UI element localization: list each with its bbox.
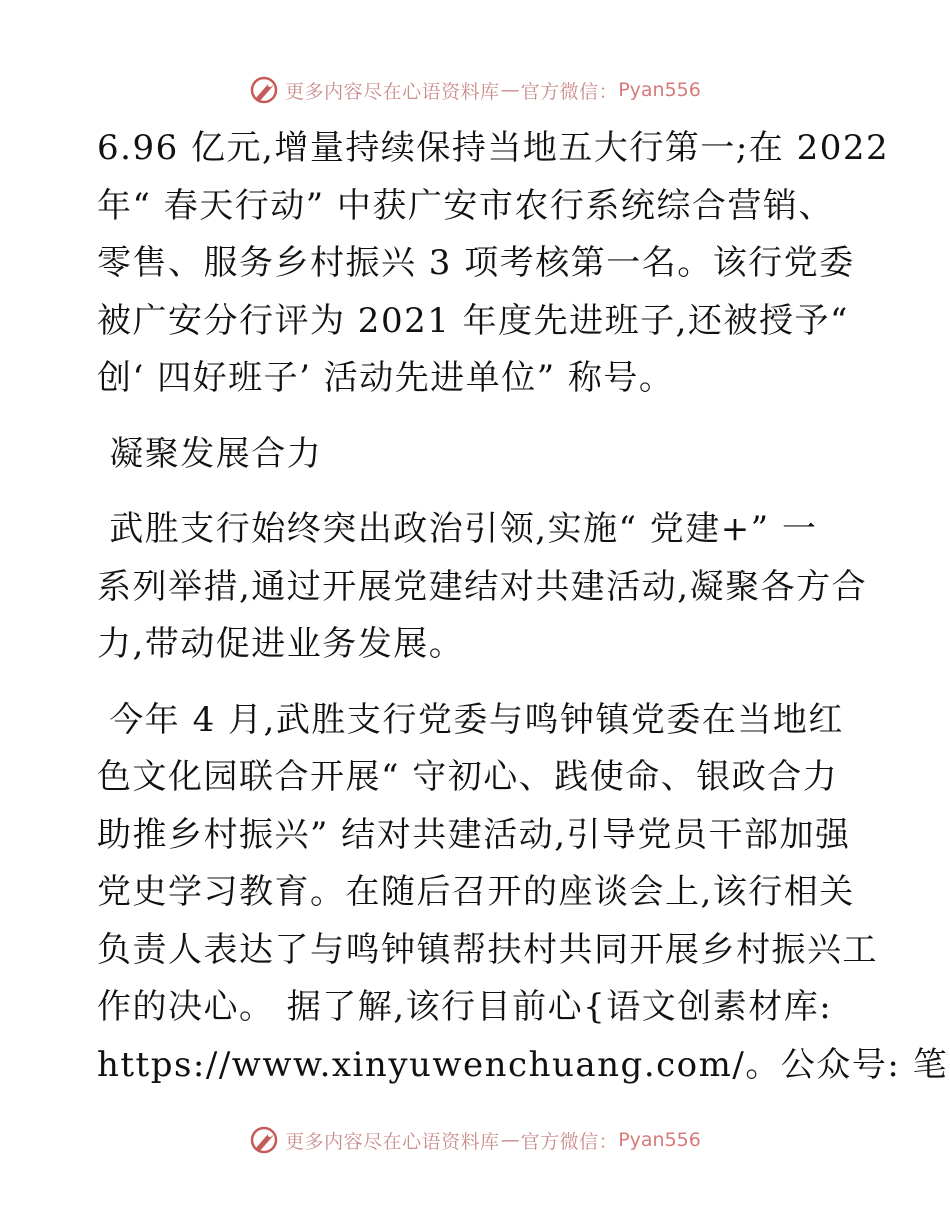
paragraph	[97, 692, 949, 1095]
watermark-text: 更多内容尽在心语资料库	[285, 80, 500, 103]
pen-logo-icon	[249, 1125, 279, 1155]
text-line: 6.96 亿元,增量持续保持当地五大行第一;在 2022	[97, 128, 890, 168]
watermark-label: 官方微信：	[520, 80, 619, 103]
text-line: 负责人表达了与鸣钟镇帮扶村共同开展乡村振兴工	[97, 929, 878, 970]
text-line: 零售、服务乡村振兴 3 项考核第一名。该行党委	[97, 243, 855, 283]
text-line: 作的决心。 据了解,该行目前心{语文创素材库:	[97, 987, 833, 1027]
paragraph	[97, 120, 890, 408]
watermark-text: 更多内容尽在心语资料库	[285, 1130, 500, 1153]
heading-line: 凝聚发展合力	[97, 433, 323, 474]
watermark-footer	[0, 1120, 950, 1160]
watermark-id: Pyan556	[618, 1129, 701, 1151]
watermark-dash: —	[500, 1129, 520, 1151]
watermark-label: 官方微信：	[520, 1130, 619, 1153]
text-line: 党史学习教育。在随后召开的座谈会上,该行相关	[97, 872, 855, 912]
pen-logo-icon	[249, 75, 279, 105]
text-line: 被广安分行评为 2021 年度先进班子,还被授予“	[97, 300, 849, 341]
text-line: https://www.xinyuwenchuang.com/。公众号: 笔	[97, 1044, 949, 1085]
watermark-header	[0, 70, 950, 110]
watermark-id: Pyan556	[618, 79, 701, 101]
watermark-dash: —	[500, 79, 520, 101]
text-line: 助推乡村振兴” 结对共建活动,引导党员干部加强	[97, 814, 851, 855]
section-heading	[97, 426, 857, 484]
text-line: 创‘ 四好班子’ 活动先进单位” 称号。	[97, 358, 675, 398]
paragraph	[97, 501, 868, 674]
text-line: 年“ 春天行动” 中获广安市农行系统综合营销、	[97, 185, 834, 226]
text-line: 武胜支行始终突出政治引领,实施“ 党建+” 一	[97, 509, 818, 549]
text-line: 系列举措,通过开展党建结对共建活动,凝聚各方合	[97, 566, 868, 607]
document-body	[97, 120, 949, 1094]
text-line: 今年 4 月,武胜支行党委与鸣钟镇党委在当地红	[97, 699, 844, 740]
text-line: 色文化园联合开展“ 守初心、践使命、银政合力	[97, 757, 839, 797]
text-line: 力,带动促进业务发展。	[97, 624, 465, 664]
